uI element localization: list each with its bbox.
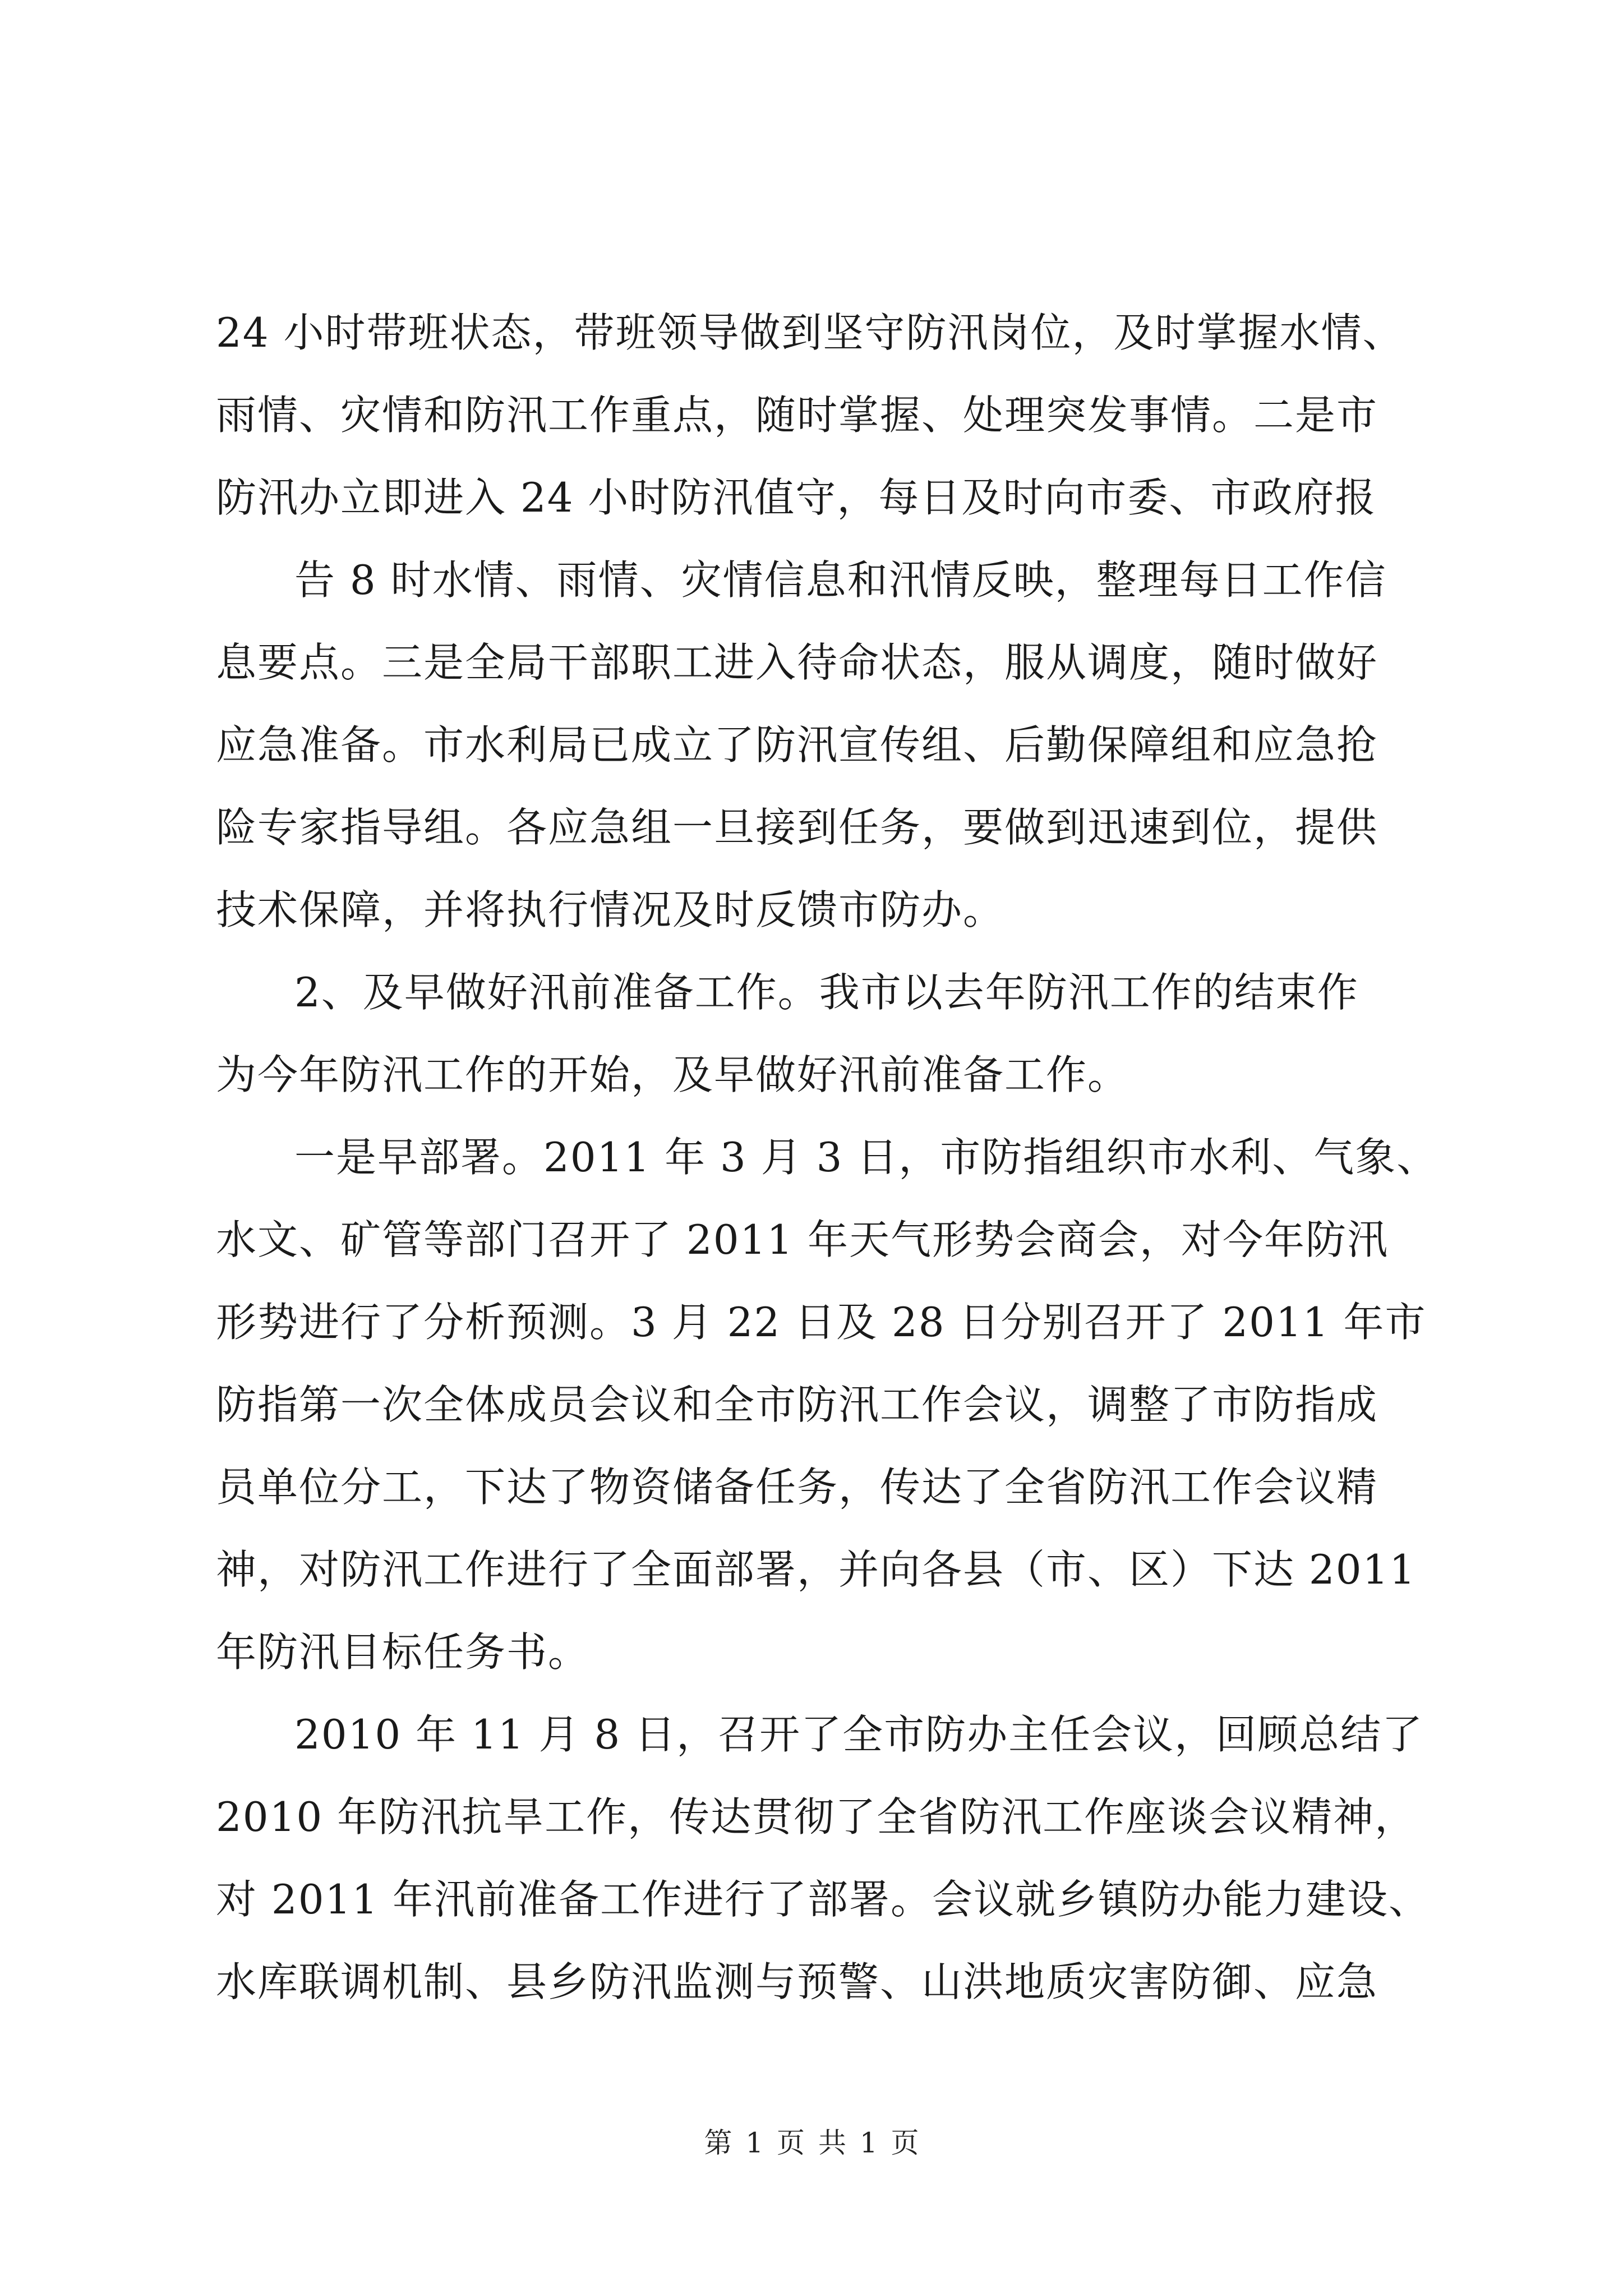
text-line: 年防汛目标任务书。: [216, 1628, 590, 1676]
text-line: 对 2011 年汛前准备工作进行了部署。会议就乡镇防办能力建设、: [216, 1876, 1431, 1923]
text-line: 水库联调机制、县乡防汛监测与预警、山洪地质灾害防御、应急: [216, 1958, 1378, 2005]
text-line: 防指第一次全体成员会议和全市防汛工作会议，调整了市防指成: [216, 1381, 1378, 1428]
text-line: 24 小时带班状态，带班领导做到坚守防汛岗位，及时掌握水情、: [216, 309, 1404, 356]
text-line: 一是早部署。2011 年 3 月 3 日，市防指组织市水利、气象、: [294, 1134, 1438, 1181]
text-line: 2、及早做好汛前准备工作。我市以去年防汛工作的结束作: [294, 969, 1359, 1016]
text-line: 2010 年防汛抗旱工作，传达贯彻了全省防汛工作座谈会议精神，: [216, 1793, 1417, 1841]
text-line: 水文、矿管等部门召开了 2011 年天气形势会商会，对今年防汛: [216, 1216, 1389, 1263]
text-line: 为今年防汛工作的开始，及早做好汛前准备工作。: [216, 1051, 1129, 1098]
text-line: 防汛办立即进入 24 小时防汛值守，每日及时向市委、市政府报: [216, 474, 1377, 521]
text-line: 2010 年 11 月 8 日，召开了全市防办主任会议，回顾总结了: [294, 1711, 1424, 1758]
text-line: 员单位分工，下达了物资储备任务，传达了全省防汛工作会议精: [216, 1464, 1378, 1511]
document-body: [216, 292, 1438, 2023]
text-line: 险专家指导组。各应急组一旦接到任务，要做到迅速到位，提供: [216, 804, 1378, 851]
page-footer: 第 1 页 共 1 页: [704, 2127, 919, 2159]
text-line: 技术保障，并将执行情况及时反馈市防办。: [216, 886, 1005, 933]
text-line: 神，对防汛工作进行了全面部署，并向各县（市、区）下达 2011: [216, 1546, 1417, 1593]
text-line: 告 8 时水情、雨情、灾情信息和汛情反映，整理每日工作信: [294, 556, 1387, 604]
text-line: 形势进行了分析预测。3 月 22 日及 28 日分别召开了 2011 年市: [216, 1299, 1427, 1346]
text-line: 雨情、灾情和防汛工作重点，随时掌握、处理突发事情。二是市: [216, 392, 1378, 439]
text-line: 息要点。三是全局干部职工进入待命状态，服从调度，随时做好: [216, 639, 1378, 686]
text-line: 应急准备。市水利局已成立了防汛宣传组、后勤保障组和应急抢: [216, 721, 1378, 769]
